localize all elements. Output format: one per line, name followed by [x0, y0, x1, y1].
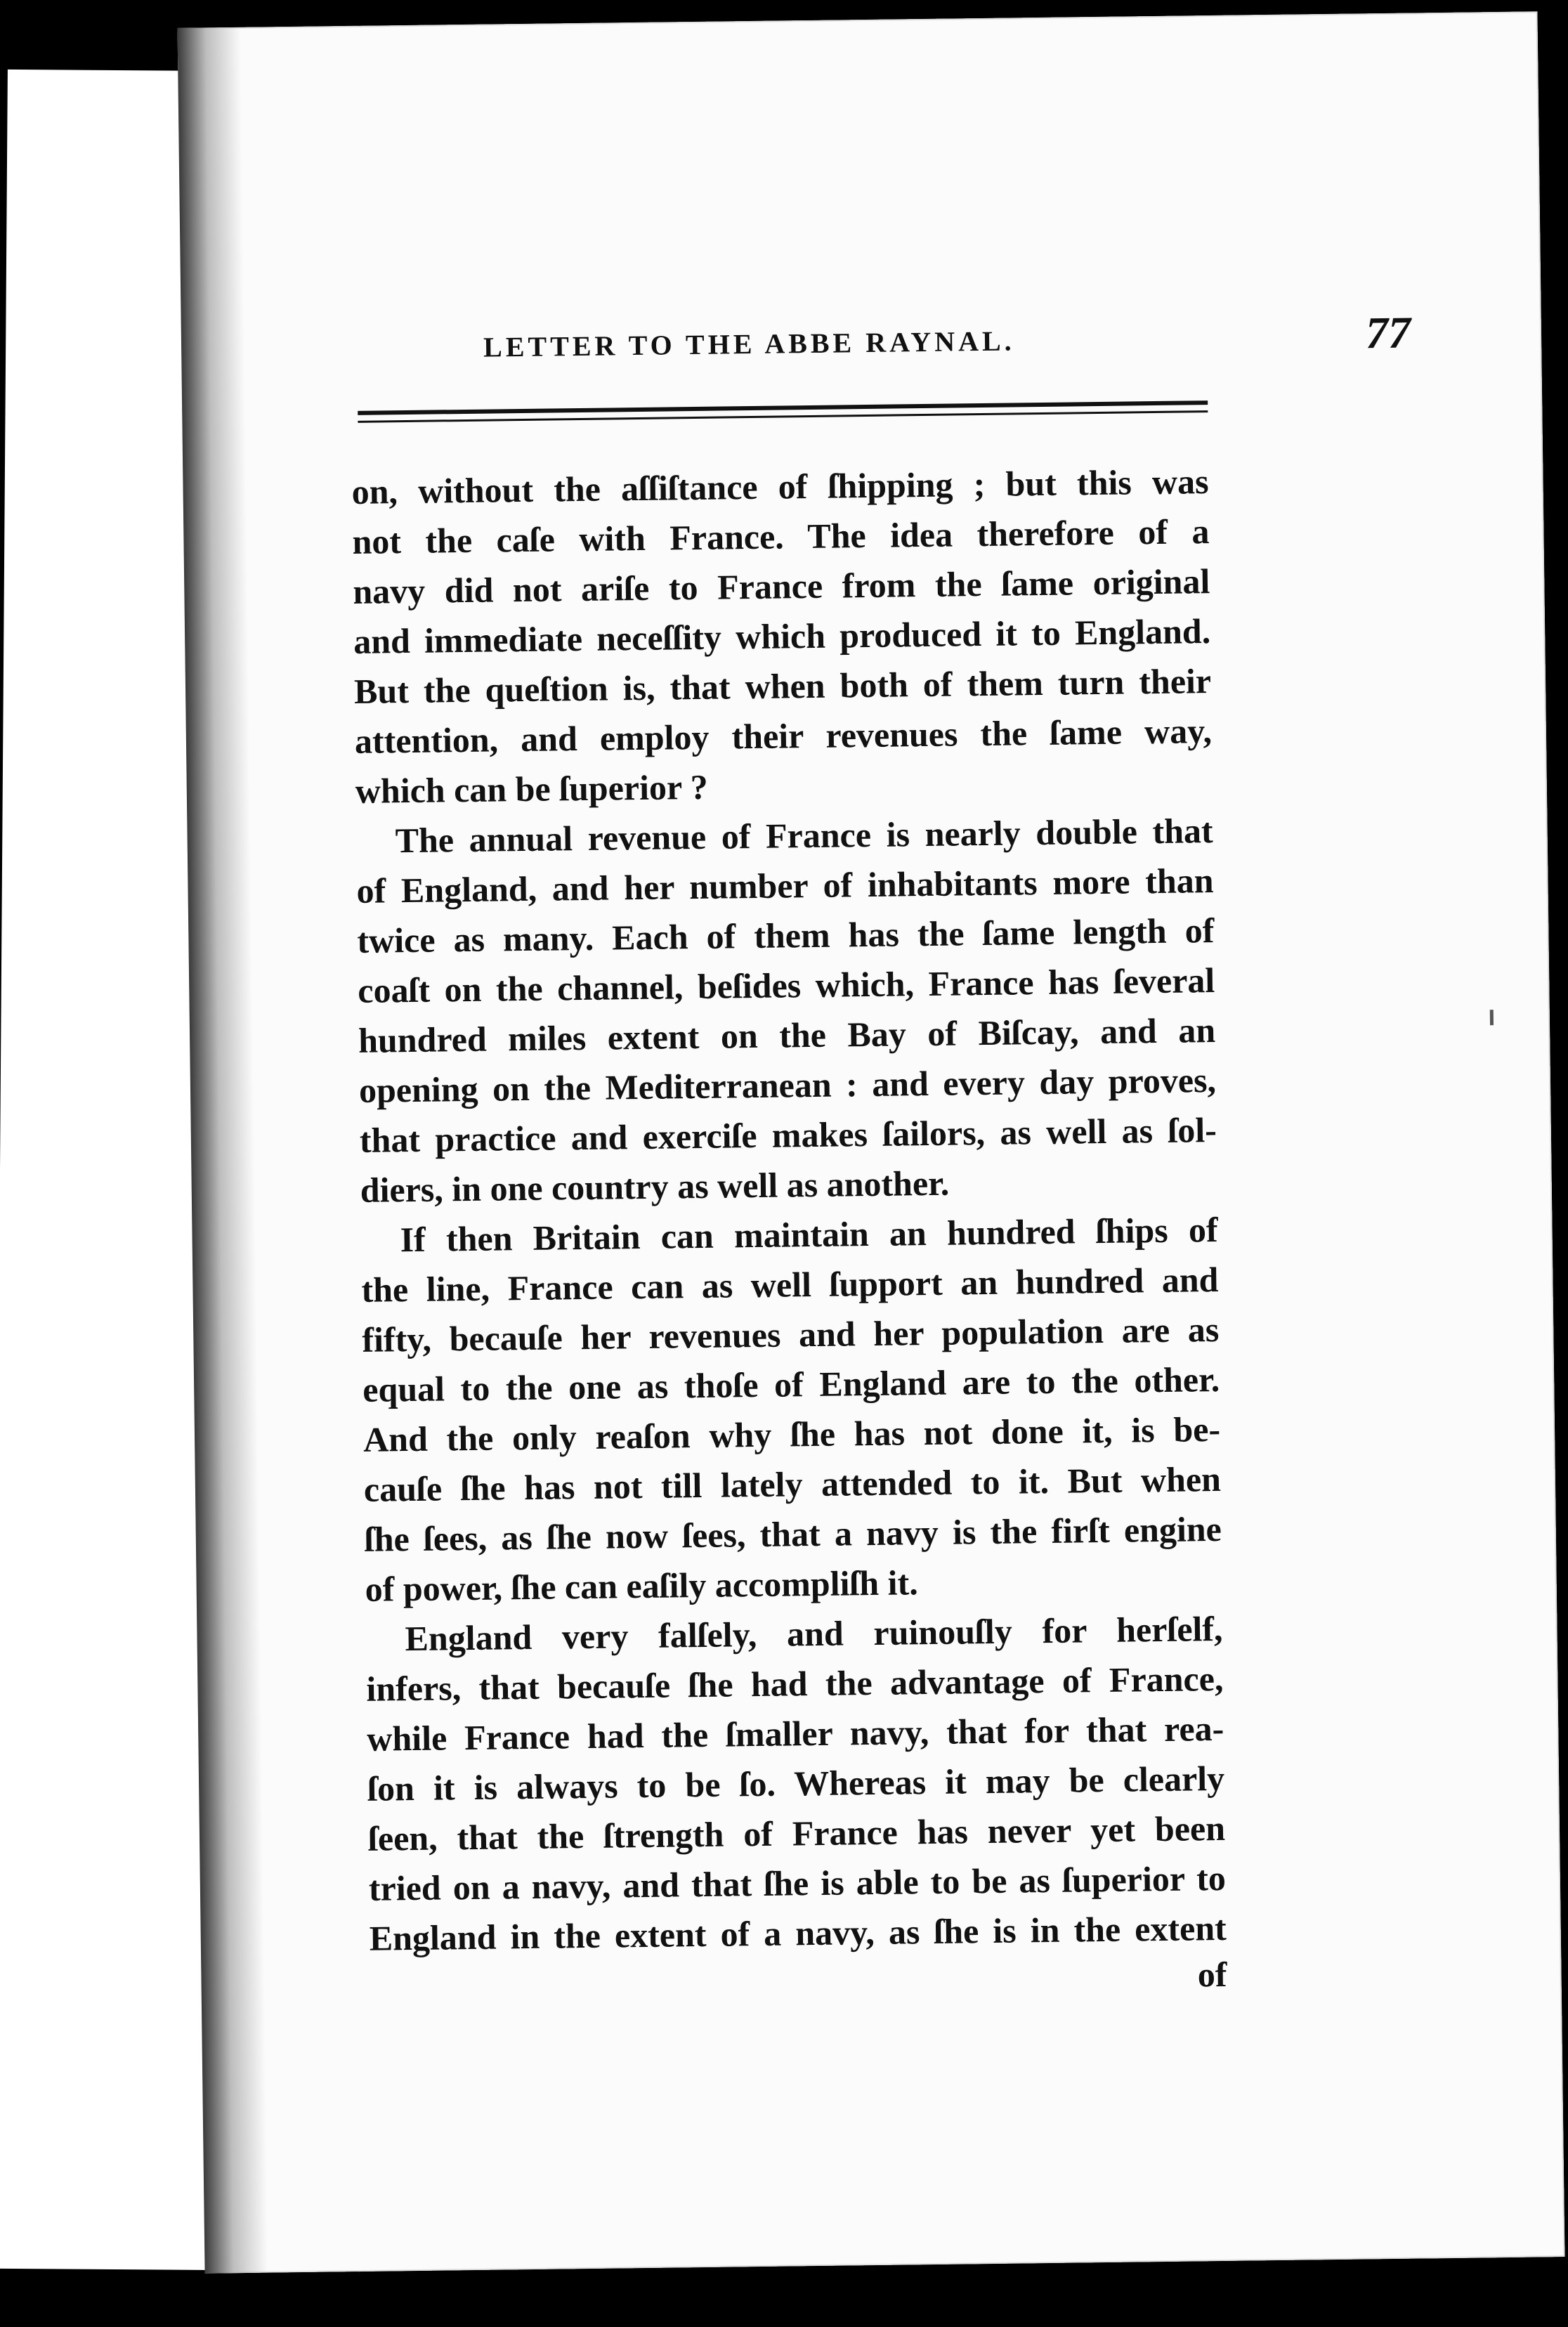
text-line: infers, that becauſe ſhe had the advantage of France,: [366, 1658, 1224, 1709]
text-line: diers, in one country as well as another.: [360, 1163, 950, 1210]
text-line: tried on a navy, and that ſhe is able to be as ſuperior to: [368, 1858, 1227, 1908]
text-line: ſhe ſees, as ſhe now ſees, that a navy is the firſt engine: [364, 1508, 1222, 1559]
text-line: and immediate neceſſity which produced it to England.: [353, 611, 1211, 661]
running-title: LETTER TO THE ABBE RAYNAL.: [483, 325, 1015, 363]
text-line: navy did not ariſe to France from the ſame original: [353, 561, 1210, 611]
text-line: which can be ſuperior ?: [355, 767, 709, 811]
text-line: on, without the aſſiſtance of ſhipping ; but this was: [351, 462, 1209, 511]
page-speck: [1490, 1010, 1494, 1025]
text-line: of England, and her number of inhabitants more than: [356, 861, 1214, 911]
book-page: [178, 11, 1565, 2273]
text-line: twice as many. Each of them has the ſame length of: [357, 911, 1215, 960]
paragraph-start-line: If then Britain can maintain an hundred ſhips of: [400, 1209, 1218, 1260]
text-line: while France had the ſmaller navy, that for that rea-: [366, 1708, 1224, 1759]
text-line: ſeen, that the ſtrength of France has never yet been: [367, 1808, 1226, 1858]
text-line: ſon it is always to be ſo. Whereas it may be clearly: [367, 1758, 1225, 1808]
text-line: the line, France can as well ſupport an hundred and: [361, 1259, 1219, 1310]
paragraph-start-line: England very falſely, and ruinouſly for herſelf,: [405, 1608, 1223, 1659]
text-line: of power, ſhe can eaſily accompliſh it.: [365, 1563, 918, 1609]
text-line: equal to the one as thoſe of England are to the other.: [362, 1359, 1220, 1409]
text-line: And the only reaſon why ſhe has not done it, is be-: [362, 1409, 1221, 1459]
running-head: [483, 307, 1411, 382]
paragraph-start-line: The annual revenue of France is nearly double that: [395, 811, 1213, 861]
body-text: [351, 457, 1227, 2006]
text-line: hundred miles extent on the Bay of Biſcay, and an: [358, 1010, 1216, 1060]
text-line: not the caſe with France. The idea therefore of a: [352, 511, 1210, 561]
text-line: that practice and exerciſe makes ſailors, as well as ſol-: [359, 1109, 1217, 1160]
text-line: But the queſtion is, that when both of them turn their: [353, 661, 1212, 711]
text-line: opening on the Mediterranean : and every day proves,: [358, 1060, 1217, 1110]
page-number: 77: [1365, 307, 1411, 358]
text-line: England in the extent of a navy, as ſhe is in the extent: [369, 1908, 1227, 1958]
text-line: cauſe ſhe has not till lately attended to it. But when: [363, 1459, 1222, 1509]
text-line: coaſt on the channel, beſides which, France has ſeveral: [357, 960, 1215, 1010]
text-line: fifty, becauſe her revenues and her population are as: [362, 1309, 1220, 1360]
catchword: of: [1197, 1954, 1227, 1995]
text-line: attention, and employ their revenues the ſame way,: [354, 711, 1213, 761]
header-rule: [358, 400, 1208, 426]
